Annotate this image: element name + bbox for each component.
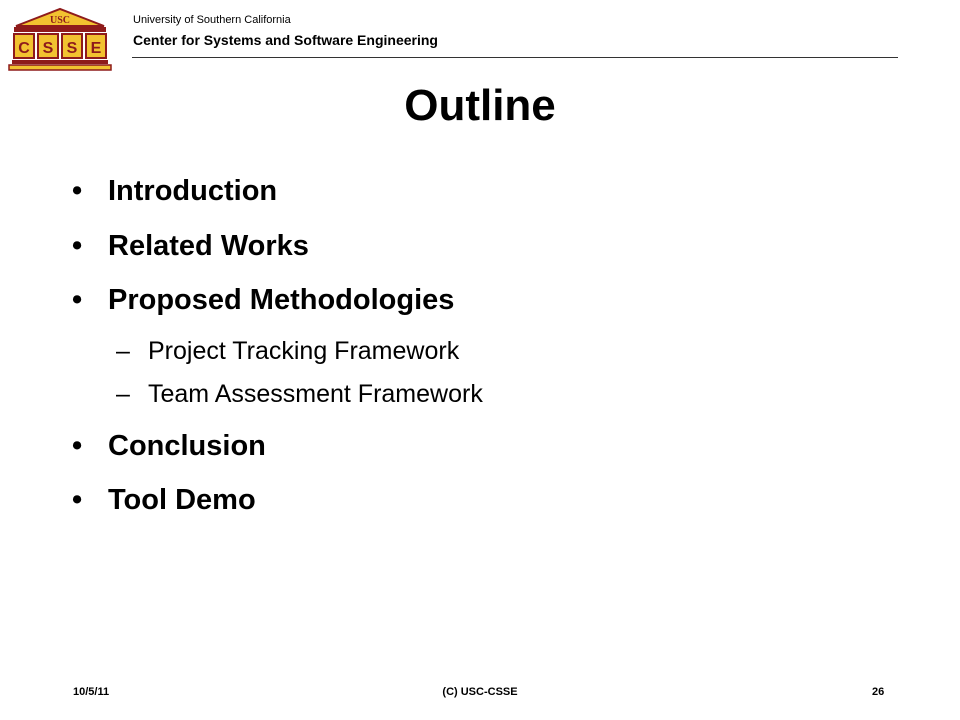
logo-base: [12, 60, 108, 64]
outline-item-label: Related Works: [108, 230, 309, 262]
header-text: [133, 14, 438, 49]
header-divider: [132, 57, 898, 58]
center-name: Center for Systems and Software Engineering: [133, 32, 438, 48]
slide-title: Outline: [404, 81, 556, 130]
outline-subitem-team-assessment: [116, 379, 483, 409]
footer-copyright: (C) USC-CSSE: [442, 686, 518, 698]
outline-item-introduction: [72, 174, 277, 208]
bullet-dot: •: [72, 484, 83, 516]
bullet-dot: •: [72, 175, 83, 207]
outline-subitem-label: Project Tracking Framework: [148, 337, 460, 365]
bullet-dash: –: [116, 380, 130, 408]
logo-letter-e: E: [90, 40, 102, 57]
bullet-dot: •: [72, 284, 83, 316]
bullet-dot: •: [72, 230, 83, 262]
outline-item-tool-demo: [72, 483, 256, 517]
logo-letter-c: C: [18, 40, 30, 57]
logo-letter-s2: S: [66, 40, 78, 57]
bullet-dot: •: [72, 430, 83, 462]
logo-beam: [14, 27, 106, 32]
logo-usc-text: USC: [49, 15, 71, 26]
outline-item-proposed-methodologies: [72, 283, 454, 317]
outline-item-related-works: [72, 229, 309, 263]
logo-letters: [14, 34, 106, 58]
outline-item-label: Tool Demo: [108, 484, 256, 516]
bullet-dash: –: [116, 337, 130, 365]
outline-subitem-project-tracking: [116, 336, 459, 366]
outline-item-label: Conclusion: [108, 430, 266, 462]
logo-letter-s1: S: [42, 40, 54, 57]
logo-base-lower: [9, 65, 111, 70]
outline-item-label: Proposed Methodologies: [108, 284, 455, 316]
footer-page-number: 26: [872, 686, 885, 698]
usc-csse-logo: [8, 6, 112, 72]
outline-subitem-label: Team Assessment Framework: [148, 380, 483, 408]
outline-item-label: Introduction: [108, 175, 278, 207]
outline-item-conclusion: [72, 429, 266, 463]
footer-date: 10/5/11: [73, 686, 110, 698]
university-name: University of Southern California: [133, 14, 291, 26]
